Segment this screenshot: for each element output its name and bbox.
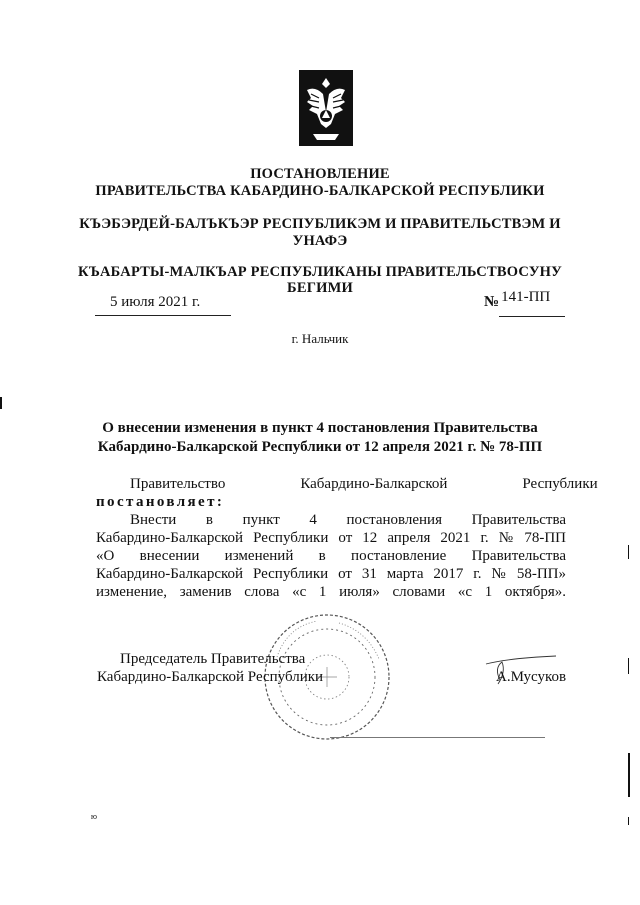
body-line6: Кабардино-Балкарской Республики от 31 марта 2017 г. № 58-ПП» xyxy=(96,566,566,582)
document-date: 5 июля 2021 г. xyxy=(110,294,201,310)
document-number-block xyxy=(484,289,551,311)
subject-line1: О внесении изменения в пункт 4 постановления Правительства xyxy=(102,420,538,436)
doc-title-government: ПРАВИТЕЛЬСТВА КАБАРДИНО-БАЛКАРСКОЙ РЕСПУБЛИКИ xyxy=(95,183,545,199)
body-line3: Внести в пункт 4 постановления Правительства xyxy=(130,512,566,528)
title-balkar-line2: БЕГИМИ xyxy=(287,280,353,296)
scan-mark-right-3 xyxy=(628,753,630,797)
subject-line2: Кабардино-Балкарской Республики от 12 апреля 2021 г. № 78-ПП xyxy=(97,439,543,455)
signatory-role-line1: Председатель Правительства xyxy=(120,651,306,667)
body-decree-word: постановляет: xyxy=(96,494,225,510)
date-underline xyxy=(95,315,231,316)
body-line5: «О внесении изменений в постановление Правительства xyxy=(96,548,566,564)
doc-title: ПОСТАНОВЛЕНИЕ xyxy=(250,166,390,182)
scan-mark-right-1 xyxy=(628,545,629,559)
number-sign: № xyxy=(484,294,500,310)
scan-mark-right-4 xyxy=(628,817,629,825)
title-kabardian-line1: КЪЭБЭРДЕЙ-БАЛЪКЪЭР РЕСПУБЛИКЭМ И ПРАВИТЕЛЬСТВЭМ И xyxy=(79,216,561,232)
body-line4: Кабардино-Балкарской Республики от 12 апреля 2021 г. № 78-ПП xyxy=(96,530,566,546)
document-number: 141-ПП xyxy=(501,289,551,305)
body-line7: изменение, заменив слова «с 1 июля» словами «с 1 октября». xyxy=(96,584,566,600)
number-underline xyxy=(499,316,565,317)
scan-mark-left xyxy=(0,397,2,409)
footer-code: ю xyxy=(91,812,97,821)
coat-of-arms-icon xyxy=(297,68,355,148)
title-balkar-line1: КЪАБАРТЫ-МАЛКЪАР РЕСПУБЛИКАНЫ ПРАВИТЕЛЬСТВОСУНУ xyxy=(78,264,562,280)
signature-underline xyxy=(330,737,545,738)
scan-mark-right-2 xyxy=(628,658,629,674)
coat-of-arms-emblem xyxy=(297,68,355,148)
city-name: г. Нальчик xyxy=(291,331,349,346)
body-line1: Правительство Кабардино-Балкарской Республики xyxy=(130,476,598,492)
signatory-name: А.Мусуков xyxy=(496,669,567,685)
title-kabardian-line2: УНАФЭ xyxy=(292,233,348,249)
signatory-role-line2: Кабардино-Балкарской Республики xyxy=(97,669,324,685)
